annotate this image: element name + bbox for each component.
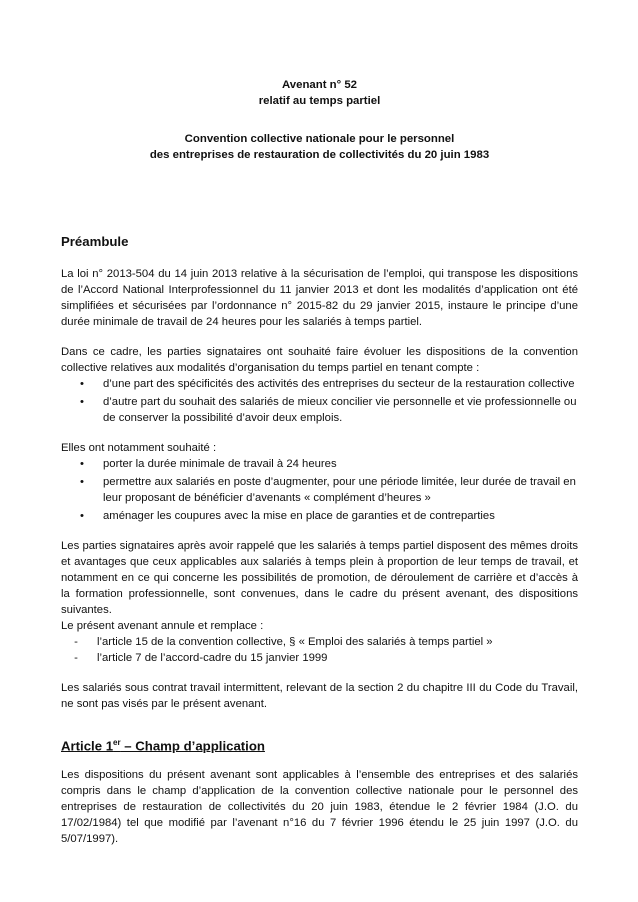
preamble-paragraph-6: Les salariés sous contrat travail intermittent, relevant de la section 2 du chapitre III du Code du Travail, ne sont pas visés par le présent avenant. [61, 682, 578, 710]
subtitle-line-1: Convention collective nationale pour le personnel [184, 133, 455, 145]
article-1-heading-prefix: Article 1 [61, 738, 114, 754]
title-line-1: Avenant n° 52 [281, 79, 358, 91]
list-item-text: d’une part des spécificités des activités des entreprises du secteur de la restauration collective [103, 378, 575, 390]
article-1-paragraph-1: Les dispositions du présent avenant sont applicables à l’ensemble des entreprises et des salariés compris dans le champ d’application de la convention collective nationale pour le personnel des entreprises de restauration de collectivités du 20 juin 1983, étendue le 2 février 1984 (J.O. du 17/02/1984) tel que modifié par l’avenant n°16 du 7 février 1996 étendu le 25 juin 1997 (J.O. du 5/07/1997). [61, 769, 578, 846]
list-item-text: l’article 15 de la convention collective, § « Emploi des salariés à temps partiel » [97, 636, 493, 648]
list-item [75, 376, 578, 392]
list-item-text: d’autre part du souhait des salariés de mieux concilier vie personnelle et vie professionnelle ou de conserver la possibilité d’avoir deux emplois. [103, 396, 577, 424]
document-body [61, 233, 578, 847]
bullet-list-2 [61, 456, 578, 524]
list-item [61, 650, 578, 666]
dash-list [61, 634, 578, 666]
bullet-list-1 [61, 376, 578, 426]
list-item [75, 508, 578, 524]
list-item [75, 394, 578, 426]
bullet-icon: • [80, 458, 84, 470]
list-item [75, 474, 578, 506]
dash-icon: - [74, 636, 78, 648]
dash-icon: - [74, 652, 78, 664]
preamble-paragraph-4: Les parties signataires après avoir rappelé que les salariés à temps partiel disposent des mêmes droits et avantages que ceux applicables aux salariés à temps plein à proportion de leur temps de travail, et notamment en ce qui concerne les possibilités de promotion, de déroulement de carrière et d’accès à la formation professionnelle, sont convenues, dans le cadre du présent avenant, des dispositions suivantes. [61, 540, 578, 616]
list-item-text: l’article 7 de l’accord-cadre du 15 janvier 1999 [97, 652, 328, 664]
preamble-paragraph-1: La loi n° 2013-504 du 14 juin 2013 relative à la sécurisation de l’emploi, qui transpose les dispositions de l’Accord National Interprofessionnel du 11 janvier 2013 et dont les modalités d’application ont été simplifiées et sécurisées par l’ordonnance n° 2015-82 du 29 janvier 2015, instaure le principe d’une durée minimale de travail de 24 heures pour les salariés à temps partiel. [61, 268, 578, 328]
preamble-heading: Préambule [61, 234, 129, 249]
bullet-icon: • [80, 510, 84, 522]
list-item [61, 634, 578, 650]
article-1-heading-sup: er [113, 738, 121, 747]
list-item [75, 456, 578, 472]
preamble-paragraph-3: Elles ont notamment souhaité : [61, 442, 217, 454]
list-item-text: permettre aux salariés en poste d’augmenter, pour une période limitée, leur durée de travail en leur proposant de bénéficier d’avenants « complément d’heures » [103, 476, 576, 504]
document-title [61, 77, 578, 109]
article-1-heading-suffix: – Champ d’application [120, 738, 265, 754]
article-1-heading [61, 734, 578, 755]
list-item-text: porter la durée minimale de travail à 24 heures [103, 458, 337, 470]
bullet-icon: • [80, 476, 84, 488]
subtitle-line-2: des entreprises de restauration de collectivités du 20 juin 1983 [149, 149, 490, 161]
list-item-text: aménager les coupures avec la mise en place de garanties et de contreparties [103, 510, 495, 522]
preamble-paragraph-2: Dans ce cadre, les parties signataires ont souhaité faire évoluer les dispositions de la convention collective relatives aux modalités d’organisation du temps partiel en tenant compte : [61, 346, 578, 374]
preamble-paragraph-5: Le présent avenant annule et remplace : [61, 620, 264, 632]
bullet-icon: • [80, 378, 84, 390]
title-line-2: relatif au temps partiel [258, 95, 381, 107]
document-subtitle [61, 131, 578, 163]
bullet-icon: • [80, 396, 84, 408]
